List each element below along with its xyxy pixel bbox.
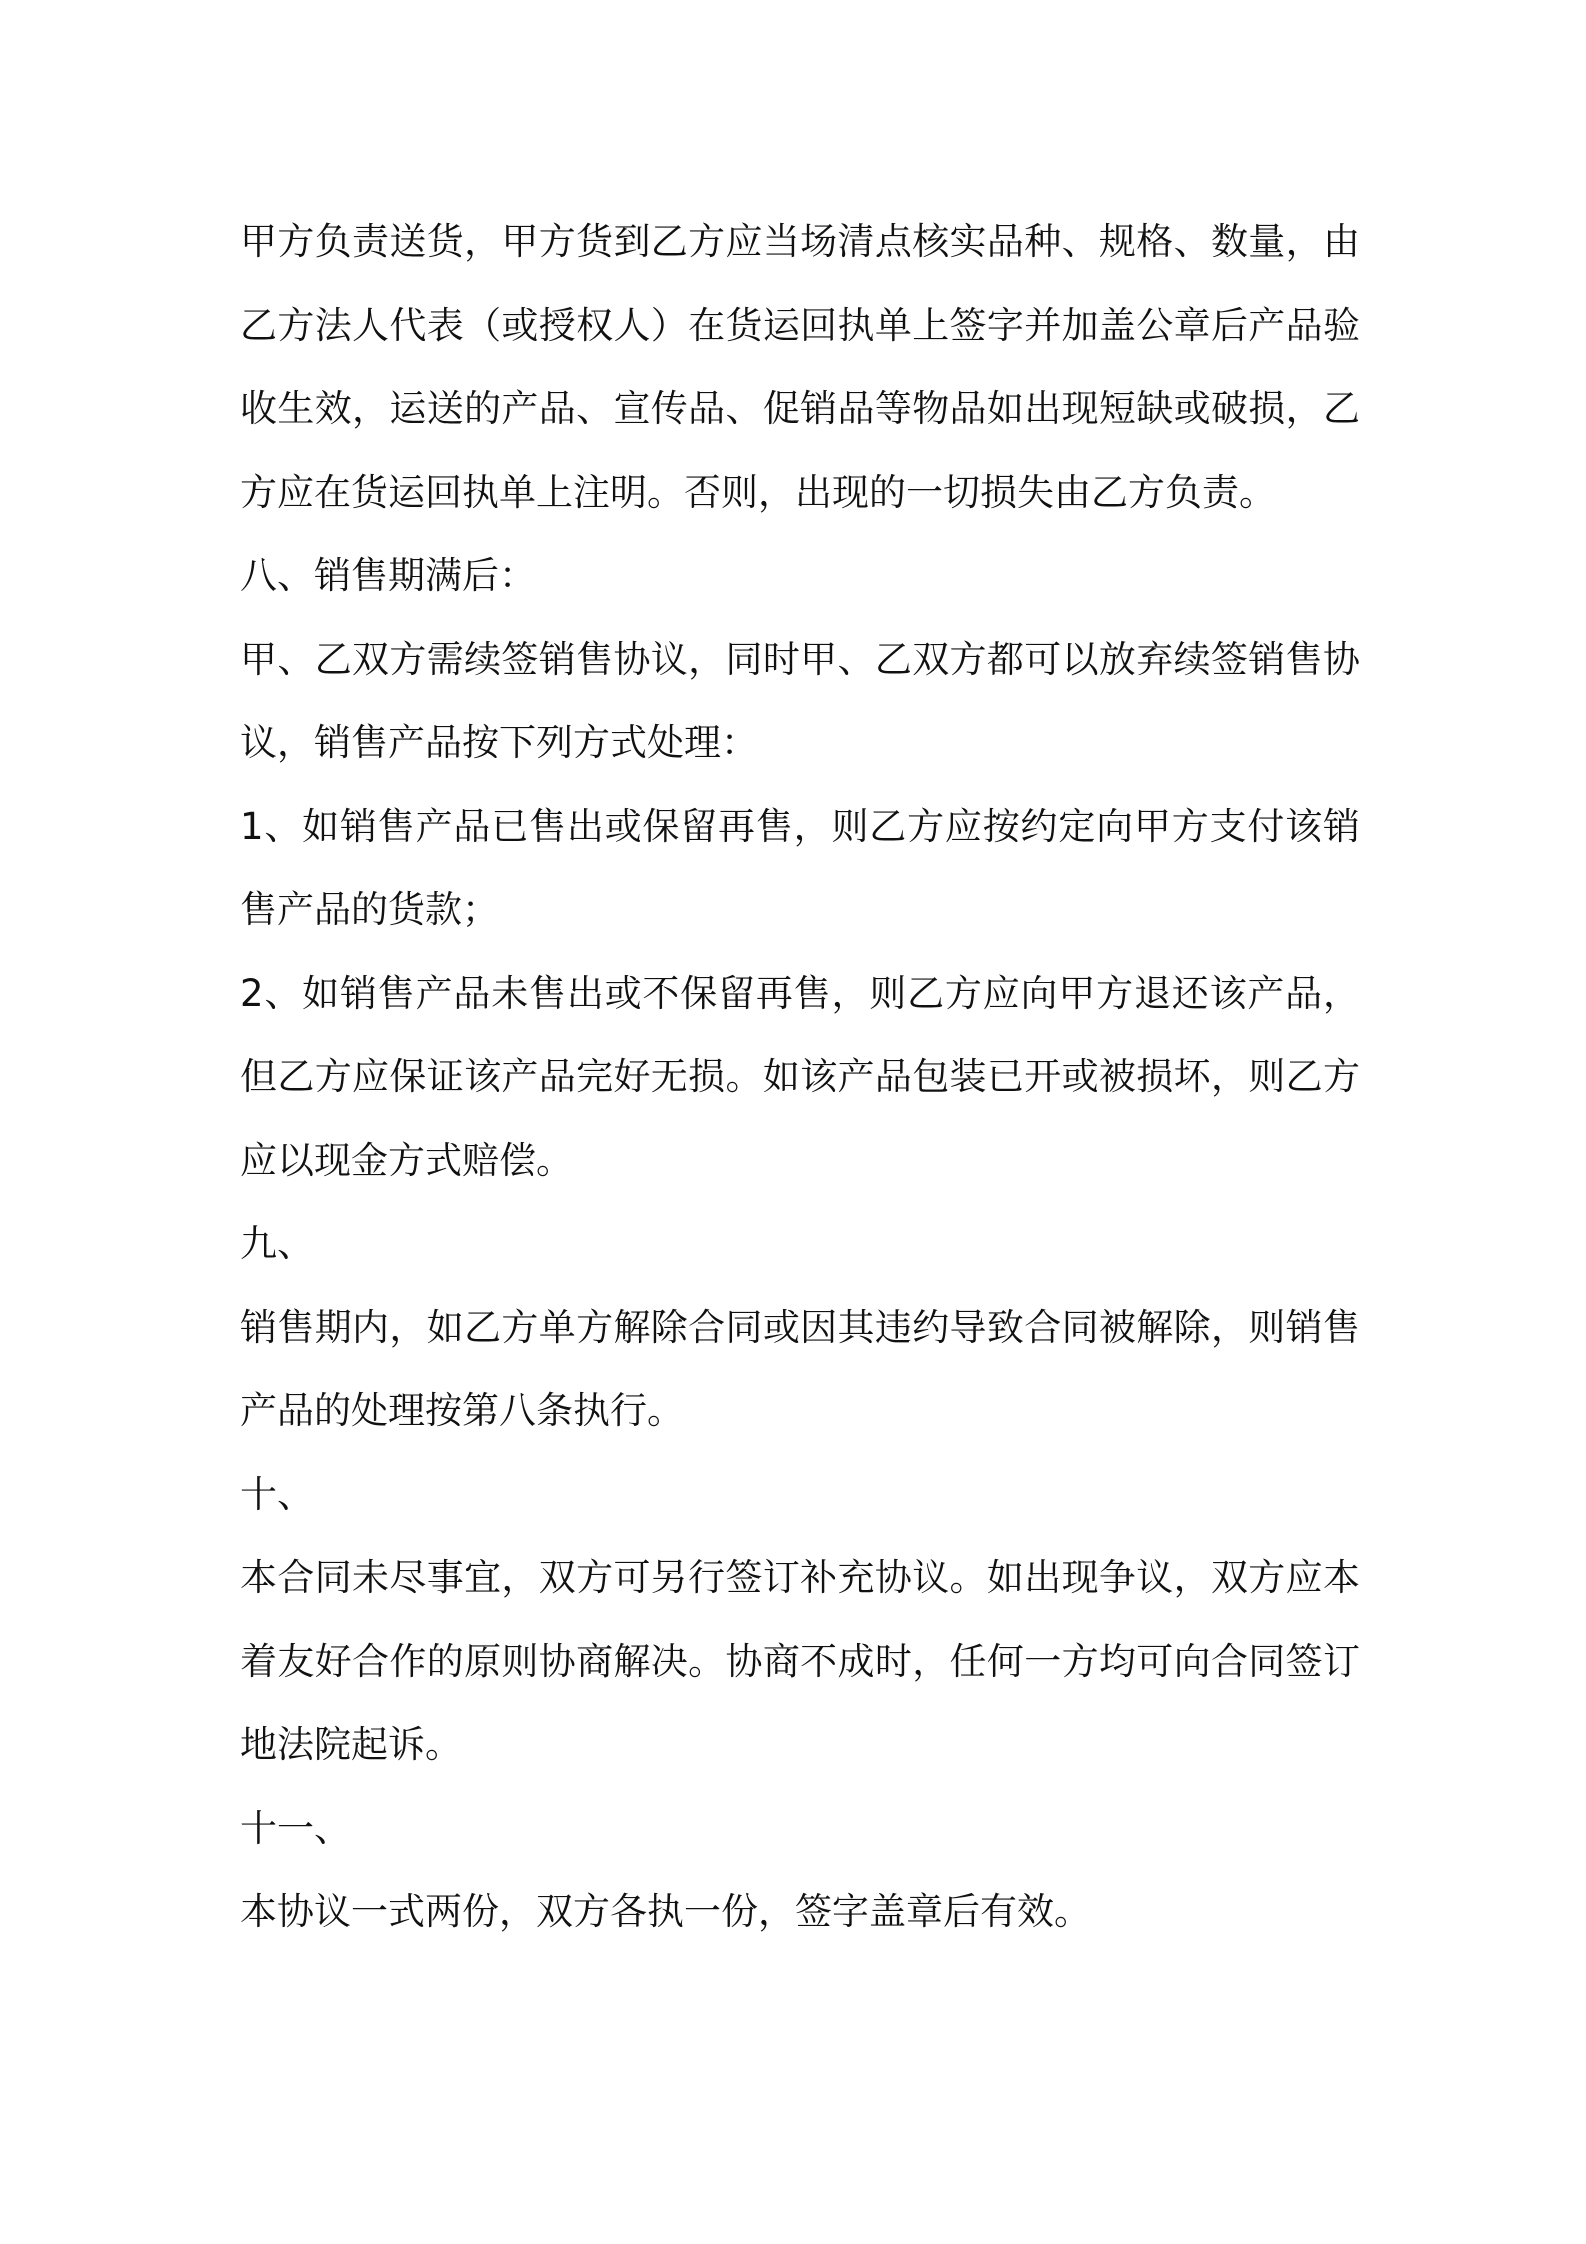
section-10-heading: 十、 [240, 1472, 314, 1516]
paragraph-delivery-line-3: 收生效，运送的产品、宣传品、促销品等物品如出现短缺或破损，乙 [240, 387, 1360, 430]
section-8-heading: 八、销售期满后： [240, 554, 536, 597]
section-9-heading: 九、 [240, 1222, 314, 1265]
document-body [240, 200, 1360, 1954]
paragraph-delivery-line-1: 甲方负责送货，甲方货到乙方应当场清点核实品种、规格、数量，由 [240, 220, 1360, 263]
section-11-heading: 十一、 [240, 1806, 351, 1850]
section-10-text-line-1: 本合同未尽事宜，双方可另行签订补充协议。如出现争议，双方应本 [240, 1556, 1360, 1599]
section-8-item-2-line-3: 应以现金方式赔偿。 [240, 1138, 573, 1182]
section-8-item-2-line-1: 2、如销售产品未售出或不保留再售，则乙方应向甲方退还该产品， [240, 971, 1360, 1015]
paragraph-delivery-line-2: 乙方法人代表（或授权人）在货运回执单上签字并加盖公章后产品验 [240, 303, 1360, 347]
section-8-text-line-1: 甲、乙双方需续签销售协议，同时甲、乙双方都可以放弃续签销售协 [240, 637, 1360, 681]
paragraph-delivery-line-4: 方应在货运回执单上注明。否则，出现的一切损失由乙方负责。 [240, 470, 1276, 514]
section-8-text-line-2: 议，销售产品按下列方式处理： [240, 721, 758, 764]
section-10-text-line-3: 地法院起诉。 [240, 1723, 462, 1766]
section-8-item-2-line-2: 但乙方应保证该产品完好无损。如该产品包装已开或被损坏，则乙方 [240, 1055, 1360, 1098]
section-9-text-line-1: 销售期内，如乙方单方解除合同或因其违约导致合同被解除，则销售 [240, 1305, 1360, 1349]
section-9-text-line-2: 产品的处理按第八条执行。 [240, 1389, 684, 1432]
section-11-text-line-1: 本协议一式两份，双方各执一份，签字盖章后有效。 [240, 1890, 1091, 1933]
section-8-item-1-line-1: 1、如销售产品已售出或保留再售，则乙方应按约定向甲方支付该销 [240, 804, 1360, 848]
section-8-item-1-line-2: 售产品的货款； [240, 888, 499, 931]
section-10-text-line-2: 着友好合作的原则协商解决。协商不成时，任何一方均可向合同签订 [240, 1639, 1360, 1683]
